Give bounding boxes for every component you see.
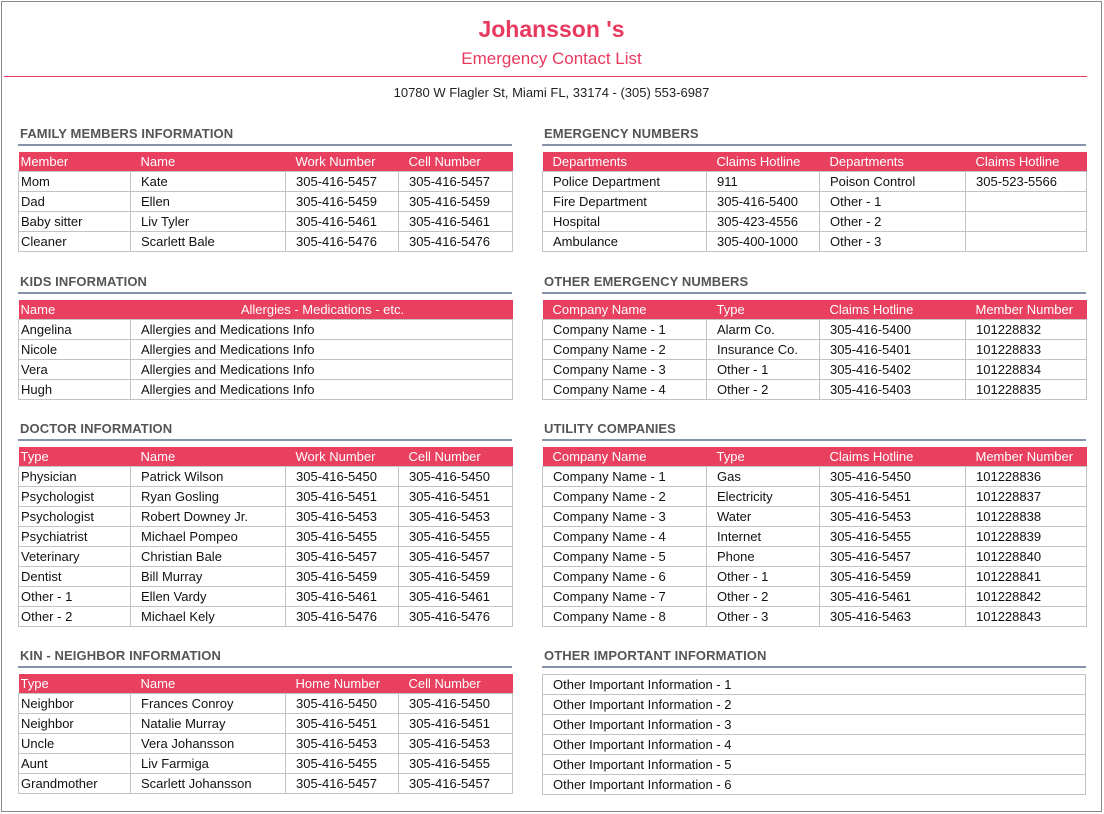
table-header-row — [19, 300, 513, 320]
table-row — [19, 192, 513, 212]
table-cell — [966, 192, 1087, 212]
family-table — [18, 152, 513, 252]
table-cell: Michael Kely — [131, 607, 286, 627]
table-cell: 305-416-5461 — [286, 587, 399, 607]
table-cell: Company Name - 8 — [543, 607, 707, 627]
table-row — [19, 714, 513, 734]
column-header: Cell Number — [399, 152, 513, 172]
table-cell: 305-416-5453 — [286, 507, 399, 527]
table-cell: 305-416-5400 — [707, 192, 820, 212]
table-cell: 305-423-4556 — [707, 212, 820, 232]
table-cell: Company Name - 1 — [543, 320, 707, 340]
section-divider — [18, 144, 512, 146]
table-cell: 305-416-5450 — [820, 467, 966, 487]
table-cell: 305-416-5450 — [399, 694, 513, 714]
table-cell: 305-416-5453 — [286, 734, 399, 754]
column-header: Type — [707, 300, 820, 320]
table-cell: 305-416-5476 — [286, 232, 399, 252]
section-title: EMERGENCY NUMBERS — [544, 126, 699, 141]
table-cell: Natalie Murray — [131, 714, 286, 734]
table-cell: Allergies and Medications Info — [131, 320, 513, 340]
table-cell: Ryan Gosling — [131, 487, 286, 507]
section-title: FAMILY MEMBERS INFORMATION — [20, 126, 234, 141]
table-cell: Physician — [19, 467, 131, 487]
column-header: Type — [19, 447, 131, 467]
table-cell: Scarlett Bale — [131, 232, 286, 252]
table-cell: 101228832 — [966, 320, 1087, 340]
table-cell: Alarm Co. — [707, 320, 820, 340]
section-divider — [542, 666, 1086, 668]
table-cell: Cleaner — [19, 232, 131, 252]
section-divider — [18, 666, 512, 668]
table-cell: 305-416-5459 — [286, 192, 399, 212]
header-divider — [4, 76, 1087, 77]
table-cell: Gas — [707, 467, 820, 487]
table-row — [543, 755, 1086, 775]
section-title: KIDS INFORMATION — [20, 274, 148, 289]
table-row — [19, 774, 513, 794]
table-cell: Other - 3 — [820, 232, 966, 252]
table-row — [543, 775, 1086, 795]
column-header: Claims Hotline — [707, 152, 820, 172]
table-cell: Company Name - 2 — [543, 340, 707, 360]
column-header: Cell Number — [399, 674, 513, 694]
table-cell: Company Name - 4 — [543, 380, 707, 400]
table-row — [543, 607, 1087, 627]
table-row — [19, 547, 513, 567]
table-cell: Psychologist — [19, 507, 131, 527]
section-divider — [542, 292, 1086, 294]
table-cell: 305-416-5476 — [399, 232, 513, 252]
table-cell: Vera — [19, 360, 131, 380]
emergency-table — [542, 152, 1087, 252]
table-cell: Michael Pompeo — [131, 527, 286, 547]
table-cell: Dentist — [19, 567, 131, 587]
table-cell: Other - 1 — [707, 360, 820, 380]
table-cell: 305-416-5457 — [399, 172, 513, 192]
table-cell: Fire Department — [543, 192, 707, 212]
table-row — [19, 567, 513, 587]
table-cell: Ellen Vardy — [131, 587, 286, 607]
table-cell: Company Name - 6 — [543, 567, 707, 587]
table-cell: Veterinary — [19, 547, 131, 567]
table-row — [543, 587, 1087, 607]
table-cell — [966, 212, 1087, 232]
table-cell: 305-416-5451 — [286, 487, 399, 507]
table-cell: 305-416-5457 — [399, 774, 513, 794]
table-row — [543, 735, 1086, 755]
table-cell: 305-416-5455 — [820, 527, 966, 547]
table-cell: Christian Bale — [131, 547, 286, 567]
section-divider — [18, 439, 512, 441]
table-cell: 101228837 — [966, 487, 1087, 507]
column-header: Name — [131, 447, 286, 467]
table-cell: Aunt — [19, 754, 131, 774]
table-cell: 305-416-5450 — [286, 694, 399, 714]
table-cell: 305-416-5461 — [399, 212, 513, 232]
table-row — [543, 212, 1087, 232]
table-row — [19, 320, 513, 340]
table-cell: Mom — [19, 172, 131, 192]
table-cell: Other Important Information - 1 — [543, 675, 1086, 695]
table-cell: Patrick Wilson — [131, 467, 286, 487]
table-cell: 305-416-5461 — [399, 587, 513, 607]
table-cell: 101228840 — [966, 547, 1087, 567]
section-divider — [542, 144, 1086, 146]
column-header: Name — [131, 674, 286, 694]
table-cell: Poison Control — [820, 172, 966, 192]
table-row — [19, 607, 513, 627]
table-cell: Uncle — [19, 734, 131, 754]
table-header-row — [19, 674, 513, 694]
table-cell: Other - 1 — [19, 587, 131, 607]
column-header: Departments — [543, 152, 707, 172]
table-cell: Insurance Co. — [707, 340, 820, 360]
table-cell: Hospital — [543, 212, 707, 232]
table-cell: 305-416-5450 — [286, 467, 399, 487]
table-row — [19, 380, 513, 400]
column-header: Member Number — [966, 300, 1087, 320]
table-cell: Ambulance — [543, 232, 707, 252]
contact-list-page — [1, 1, 1102, 812]
table-cell: 305-416-5403 — [820, 380, 966, 400]
table-cell: Other Important Information - 5 — [543, 755, 1086, 775]
table-cell: 305-416-5451 — [399, 714, 513, 734]
column-header: Company Name — [543, 447, 707, 467]
table-cell: Other - 2 — [707, 587, 820, 607]
table-cell: Company Name - 2 — [543, 487, 707, 507]
table-cell: 305-416-5451 — [399, 487, 513, 507]
doctor-table — [18, 447, 513, 627]
table-row — [19, 527, 513, 547]
table-cell: Angelina — [19, 320, 131, 340]
doctor-section — [18, 421, 512, 627]
table-cell: 101228843 — [966, 607, 1087, 627]
table-row — [19, 467, 513, 487]
table-cell: 305-416-5461 — [286, 212, 399, 232]
section-title: KIN - NEIGHBOR INFORMATION — [20, 648, 221, 663]
table-cell: Company Name - 3 — [543, 360, 707, 380]
table-row — [543, 380, 1087, 400]
table-header-row — [19, 447, 513, 467]
column-header: Type — [707, 447, 820, 467]
table-cell: 305-416-5476 — [286, 607, 399, 627]
table-row — [19, 232, 513, 252]
table-cell: Electricity — [707, 487, 820, 507]
table-cell: Vera Johansson — [131, 734, 286, 754]
table-row — [543, 320, 1087, 340]
table-cell: Company Name - 3 — [543, 507, 707, 527]
other-emergency-table — [542, 300, 1087, 400]
table-row — [19, 340, 513, 360]
table-cell: Other - 3 — [707, 607, 820, 627]
utility-section — [542, 421, 1086, 627]
table-cell: 305-416-5400 — [820, 320, 966, 340]
table-cell: 305-416-5455 — [399, 754, 513, 774]
table-cell: Police Department — [543, 172, 707, 192]
table-cell: Allergies and Medications Info — [131, 340, 513, 360]
column-header: Company Name — [543, 300, 707, 320]
table-row — [543, 360, 1087, 380]
table-cell: 305-416-5457 — [286, 547, 399, 567]
table-cell: Other Important Information - 2 — [543, 695, 1086, 715]
table-cell: Liv Tyler — [131, 212, 286, 232]
table-cell: Nicole — [19, 340, 131, 360]
table-cell: Allergies and Medications Info — [131, 380, 513, 400]
table-cell: 305-416-5461 — [820, 587, 966, 607]
table-cell: Hugh — [19, 380, 131, 400]
table-cell: Other - 1 — [707, 567, 820, 587]
table-cell: 305-416-5459 — [399, 192, 513, 212]
table-cell: 305-416-5476 — [399, 607, 513, 627]
table-cell: 101228835 — [966, 380, 1087, 400]
table-header-row — [19, 152, 513, 172]
table-cell: 305-416-5455 — [399, 527, 513, 547]
table-cell: Bill Murray — [131, 567, 286, 587]
section-title: OTHER EMERGENCY NUMBERS — [544, 274, 749, 289]
kin-table — [18, 674, 513, 794]
table-row — [543, 507, 1087, 527]
table-cell: Neighbor — [19, 714, 131, 734]
other-emergency-section — [542, 274, 1086, 400]
table-row — [19, 172, 513, 192]
table-cell: Other - 1 — [820, 192, 966, 212]
table-cell: Other - 2 — [19, 607, 131, 627]
table-cell: 305-523-5566 — [966, 172, 1087, 192]
section-title: OTHER IMPORTANT INFORMATION — [544, 648, 767, 663]
table-cell: 305-416-5453 — [820, 507, 966, 527]
table-cell: 101228838 — [966, 507, 1087, 527]
table-cell: Phone — [707, 547, 820, 567]
table-cell: 305-416-5451 — [820, 487, 966, 507]
table-cell: Kate — [131, 172, 286, 192]
table-row — [19, 694, 513, 714]
table-row — [543, 527, 1087, 547]
table-cell: Other Important Information - 6 — [543, 775, 1086, 795]
other-info-table — [542, 674, 1086, 795]
table-cell: 305-416-5463 — [820, 607, 966, 627]
table-row — [19, 360, 513, 380]
table-cell: 101228836 — [966, 467, 1087, 487]
emergency-section — [542, 126, 1086, 252]
table-cell: 305-416-5457 — [286, 172, 399, 192]
table-cell: Ellen — [131, 192, 286, 212]
column-header: Member — [19, 152, 131, 172]
table-header-row — [543, 447, 1087, 467]
column-header: Cell Number — [399, 447, 513, 467]
table-cell: Psychologist — [19, 487, 131, 507]
table-cell: 305-416-5455 — [286, 527, 399, 547]
table-cell: Company Name - 4 — [543, 527, 707, 547]
table-row — [543, 695, 1086, 715]
table-row — [543, 467, 1087, 487]
table-row — [543, 547, 1087, 567]
table-cell: Internet — [707, 527, 820, 547]
column-header: Name — [131, 152, 286, 172]
table-cell: Scarlett Johansson — [131, 774, 286, 794]
table-cell: Other Important Information - 3 — [543, 715, 1086, 735]
table-cell: Psychiatrist — [19, 527, 131, 547]
table-row — [19, 507, 513, 527]
table-cell: Water — [707, 507, 820, 527]
page-title: Johansson 's — [478, 16, 625, 42]
table-cell: 101228834 — [966, 360, 1087, 380]
table-cell: 305-400-1000 — [707, 232, 820, 252]
table-cell: 305-416-5457 — [286, 774, 399, 794]
table-row — [543, 675, 1086, 695]
column-header: Type — [19, 674, 131, 694]
table-cell: 305-416-5455 — [286, 754, 399, 774]
table-cell: Company Name - 5 — [543, 547, 707, 567]
column-header: Claims Hotline — [966, 152, 1087, 172]
table-cell: Company Name - 7 — [543, 587, 707, 607]
table-row — [543, 715, 1086, 735]
kids-table — [18, 300, 513, 400]
table-row — [19, 754, 513, 774]
table-cell: 101228841 — [966, 567, 1087, 587]
table-cell: Dad — [19, 192, 131, 212]
table-row — [19, 734, 513, 754]
column-header: Claims Hotline — [820, 447, 966, 467]
column-header: Allergies - Medications - etc. — [131, 300, 513, 320]
page-subtitle: Emergency Contact List — [461, 49, 642, 68]
section-title: DOCTOR INFORMATION — [20, 421, 173, 436]
table-cell: Other - 2 — [820, 212, 966, 232]
column-header: Home Number — [286, 674, 399, 694]
table-row — [543, 487, 1087, 507]
table-cell: 305-416-5457 — [820, 547, 966, 567]
table-cell: 101228842 — [966, 587, 1087, 607]
section-title: UTILITY COMPANIES — [544, 421, 676, 436]
table-cell: 305-416-5459 — [820, 567, 966, 587]
column-header: Name — [19, 300, 131, 320]
table-cell: 101228833 — [966, 340, 1087, 360]
table-cell: Robert Downey Jr. — [131, 507, 286, 527]
column-header: Claims Hotline — [820, 300, 966, 320]
table-cell: Liv Farmiga — [131, 754, 286, 774]
table-cell: Neighbor — [19, 694, 131, 714]
column-header: Work Number — [286, 152, 399, 172]
section-divider — [542, 439, 1086, 441]
table-cell: 911 — [707, 172, 820, 192]
kin-section — [18, 648, 512, 794]
table-cell: 305-416-5402 — [820, 360, 966, 380]
table-cell: 305-416-5451 — [286, 714, 399, 734]
table-header-row — [543, 300, 1087, 320]
table-header-row — [543, 152, 1087, 172]
table-cell — [966, 232, 1087, 252]
table-cell: Other - 2 — [707, 380, 820, 400]
table-cell: Allergies and Medications Info — [131, 360, 513, 380]
table-row — [543, 232, 1087, 252]
table-row — [543, 192, 1087, 212]
table-cell: 305-416-5459 — [286, 567, 399, 587]
table-cell: Grandmother — [19, 774, 131, 794]
table-cell: 305-416-5459 — [399, 567, 513, 587]
table-row — [543, 340, 1087, 360]
table-cell: Frances Conroy — [131, 694, 286, 714]
other-info-section — [542, 648, 1086, 795]
column-header: Departments — [820, 152, 966, 172]
utility-table — [542, 447, 1087, 627]
table-cell: Baby sitter — [19, 212, 131, 232]
table-cell: 305-416-5453 — [399, 734, 513, 754]
table-cell: 305-416-5453 — [399, 507, 513, 527]
table-cell: 101228839 — [966, 527, 1087, 547]
kids-section — [18, 274, 512, 400]
table-row — [19, 487, 513, 507]
address-line: 10780 W Flagler St, Miami FL, 33174 - (305) 553-6987 — [393, 85, 710, 100]
table-cell: 305-416-5401 — [820, 340, 966, 360]
column-header: Work Number — [286, 447, 399, 467]
table-row — [19, 212, 513, 232]
table-row — [19, 587, 513, 607]
table-cell: 305-416-5457 — [399, 547, 513, 567]
table-row — [543, 567, 1087, 587]
table-row — [543, 172, 1087, 192]
family-section — [18, 126, 512, 252]
table-cell: Other Important Information - 4 — [543, 735, 1086, 755]
column-header: Member Number — [966, 447, 1087, 467]
table-cell: 305-416-5450 — [399, 467, 513, 487]
table-cell: Company Name - 1 — [543, 467, 707, 487]
section-divider — [18, 292, 512, 294]
